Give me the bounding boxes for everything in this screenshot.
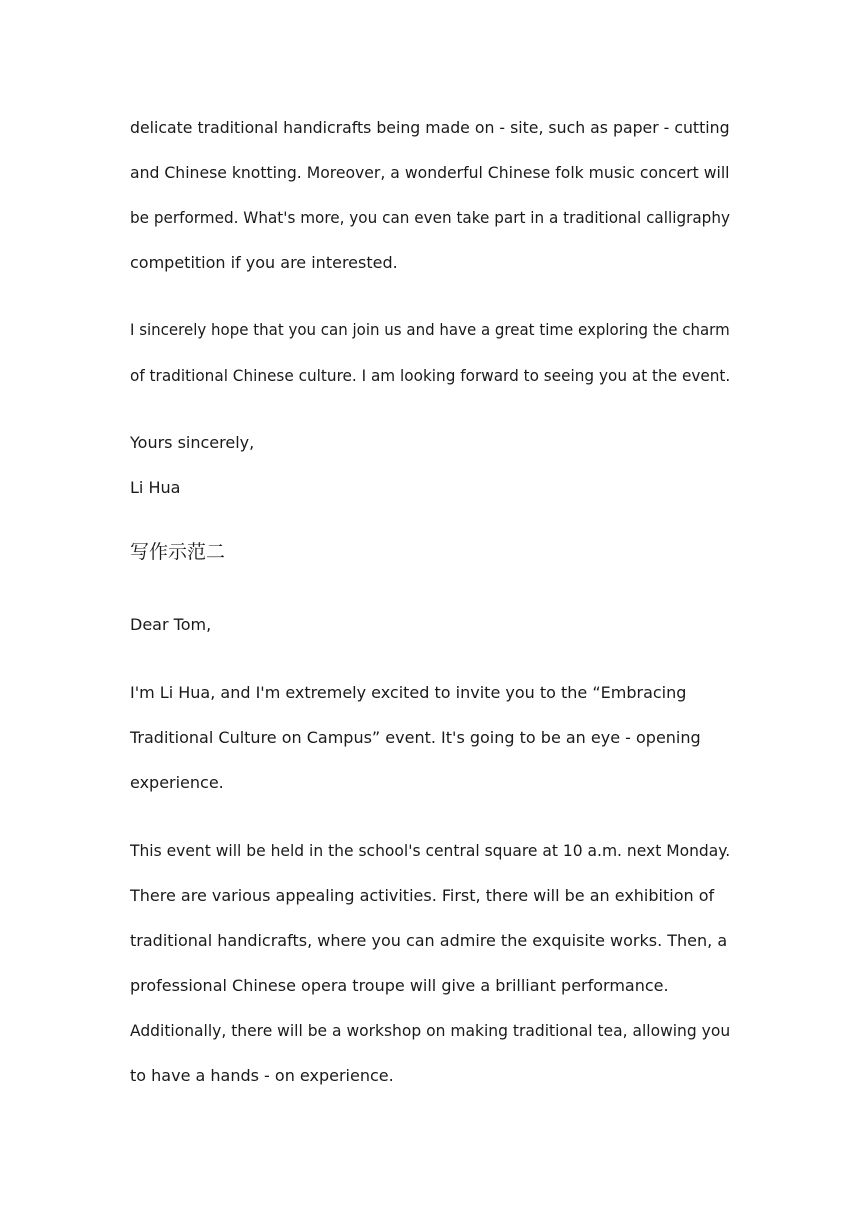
letter1-text-line: competition if you are interested. <box>130 253 398 272</box>
body-text-line: This event will be held in the school's central square at 10 a.m. next Monday. <box>130 841 731 860</box>
closing-text-line: I sincerely hope that you can join us and have a great time exploring the charm <box>130 320 730 339</box>
letter1-text-line: and Chinese knotting. Moreover, a wonderful Chinese folk music concert will <box>130 163 730 182</box>
salutation: Dear Tom, <box>130 615 212 634</box>
sign-off: Yours sincerely, <box>130 433 255 452</box>
body-text-line: traditional handicrafts, where you can admire the exquisite works. Then, a <box>130 931 728 950</box>
letter1-text-line: delicate traditional handicrafts being made on - site, such as paper - cutting <box>130 118 730 137</box>
body-text-line: There are various appealing activities. First, there will be an exhibition of <box>130 886 715 905</box>
section-heading: 写作示范二 <box>130 541 226 563</box>
closing-text-line: of traditional Chinese culture. I am looking forward to seeing you at the event. <box>130 366 731 385</box>
body-text-line: professional Chinese opera troupe will give a brilliant performance. <box>130 976 669 995</box>
body-text-line: Additionally, there will be a workshop on making traditional tea, allowing you <box>130 1021 731 1040</box>
letter1-text-line: be performed. What's more, you can even take part in a traditional calligraphy <box>130 208 730 227</box>
intro-text-line: Traditional Culture on Campus” event. It's going to be an eye - opening <box>130 728 701 747</box>
intro-text-line: I'm Li Hua, and I'm extremely excited to invite you to the “Embracing <box>130 683 687 702</box>
signature: Li Hua <box>130 478 181 497</box>
intro-text-line: experience. <box>130 773 224 792</box>
body-text-line: to have a hands - on experience. <box>130 1066 394 1085</box>
